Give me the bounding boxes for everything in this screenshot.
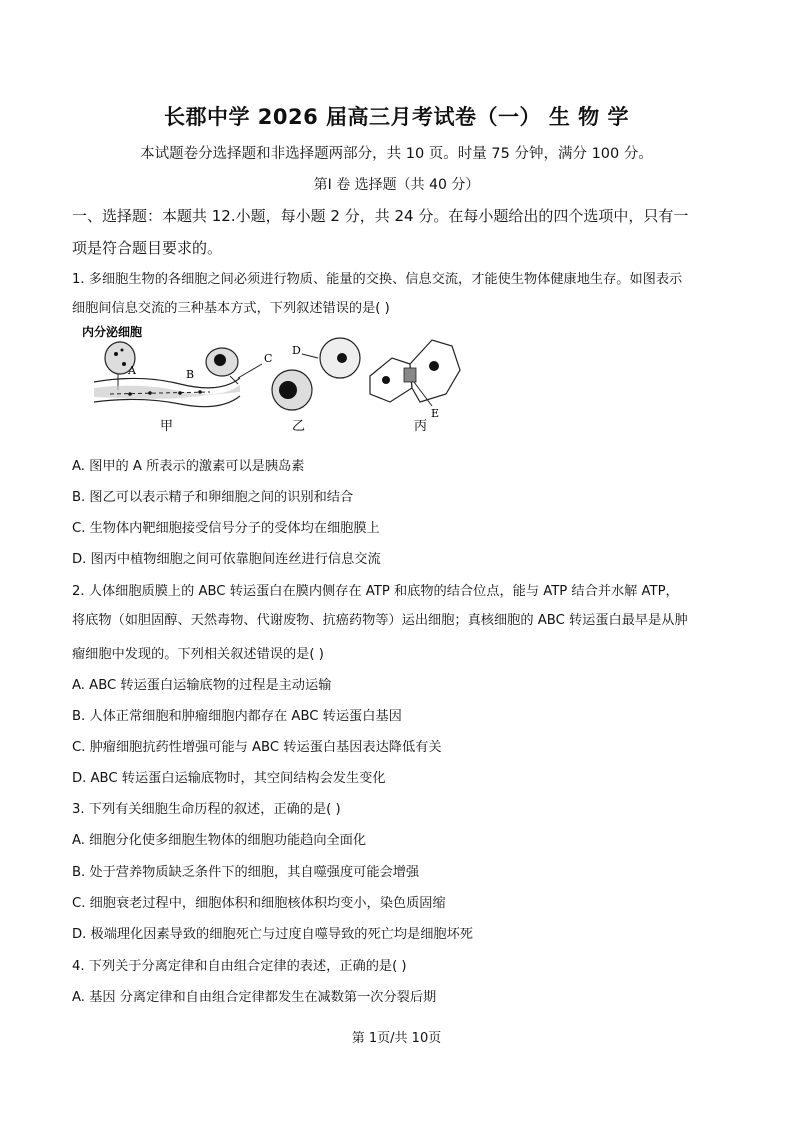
q3-option-c: C. 细胞衰老过程中，细胞体积和细胞核体积均变小，染色质固缩 xyxy=(72,896,446,911)
q3-option-b: B. 处于营养物质缺乏条件下的细胞，其自噬强度可能会增强 xyxy=(72,865,420,880)
q2-option-c: C. 肿瘤细胞抗药性增强可能与 ABC 转运蛋白基因表达降低有关 xyxy=(72,740,442,755)
q1-option-b: B. 图乙可以表示精子和卵细胞之间的识别和结合 xyxy=(72,490,354,505)
q1-stem-line-2: 细胞间信息交流的三种基本方式，下列叙述错误的是( ) xyxy=(72,301,390,316)
figure-jia xyxy=(82,324,240,434)
q2-stem-line-3: 瘤细胞中发现的。下列相关叙述错误的是( ) xyxy=(72,647,324,662)
q3-option-a: A. 细胞分化使多细胞生物体的细胞功能趋向全面化 xyxy=(72,833,367,848)
plant-cell-right xyxy=(410,340,460,402)
exam-info: 本试题卷分选择题和非选择题两部分，共 10 页。时量 75 分钟，满分 100 分。 xyxy=(140,146,653,162)
label-b: B xyxy=(186,368,195,381)
q1-stem-line-1: 1. 多细胞生物的各细胞之间必须进行物质、能量的交换、信息交流，才能使生物体健康地生存。如图表示 xyxy=(72,272,683,287)
caption-jia: 甲 xyxy=(160,419,174,434)
q3-option-d: D. 极端理化因素导致的细胞死亡与过度自噬导致的死亡均是细胞坏死 xyxy=(72,927,473,942)
page-title: 长郡中学 2026 届高三月考试卷（一） 生 物 学 xyxy=(163,105,629,129)
q2-stem-line-2: 将底物（如胆固醇、天然毒物、代谢废物、抗癌药物等）运出细胞；真核细胞的 ABC 转运蛋白最早是从肿 xyxy=(72,613,688,628)
caption-bing: 丙 xyxy=(414,419,428,434)
q2-option-b: B. 人体正常细胞和肿瘤细胞内都存在 ABC 转运蛋白基因 xyxy=(72,709,402,724)
intro-line-2: 项是符合题目要求的。 xyxy=(72,239,223,257)
label-c: C xyxy=(264,352,273,365)
q2-option-d: D. ABC 转运蛋白运输底物时，其空间结构会发生变化 xyxy=(72,771,386,786)
page-number: 第 1页/共 10页 xyxy=(351,1031,442,1046)
figure-yi xyxy=(238,338,360,434)
q3-stem: 3. 下列有关细胞生命历程的叙述，正确的是( ) xyxy=(72,802,341,817)
q4-option-a: A. 基因 分离定律和自由组合定律都发生在减数第一次分裂后期 xyxy=(72,990,437,1005)
intro-line-1: 一、选择题：本题共 12.小题，每小题 2 分，共 24 分。在每小题给出的四个选项中，只有一 xyxy=(72,207,689,225)
section-heading: 第Ⅰ 卷 选择题（共 40 分） xyxy=(313,177,480,193)
q4-stem: 4. 下列关于分离定律和自由组合定律的表述，正确的是( ) xyxy=(72,959,407,974)
q1-option-c: C. 生物体内靶细胞接受信号分子的受体均在细胞膜上 xyxy=(72,521,380,536)
cell-communication-figure xyxy=(80,318,470,438)
figure-bing xyxy=(370,340,460,434)
plasmodesmata xyxy=(404,368,416,382)
caption-yi: 乙 xyxy=(292,419,306,434)
label-endocrine-cell: 内分泌细胞 xyxy=(82,325,143,339)
q1-option-d: D. 图丙中植物细胞之间可依靠胞间连丝进行信息交流 xyxy=(72,552,381,567)
q1-option-a: A. 图甲的 A 所表示的激素可以是胰岛素 xyxy=(72,459,305,474)
q2-stem-line-1: 2. 人体细胞质膜上的 ABC 转运蛋白在膜内侧存在 ATP 和底物的结合位点，能与 ATP 结合并水解 ATP， xyxy=(72,584,679,599)
label-e: E xyxy=(431,407,440,420)
label-a: A xyxy=(128,364,136,377)
label-d: D xyxy=(292,344,301,357)
q2-option-a: A. ABC 转运蛋白运输底物的过程是主动运输 xyxy=(72,678,332,693)
